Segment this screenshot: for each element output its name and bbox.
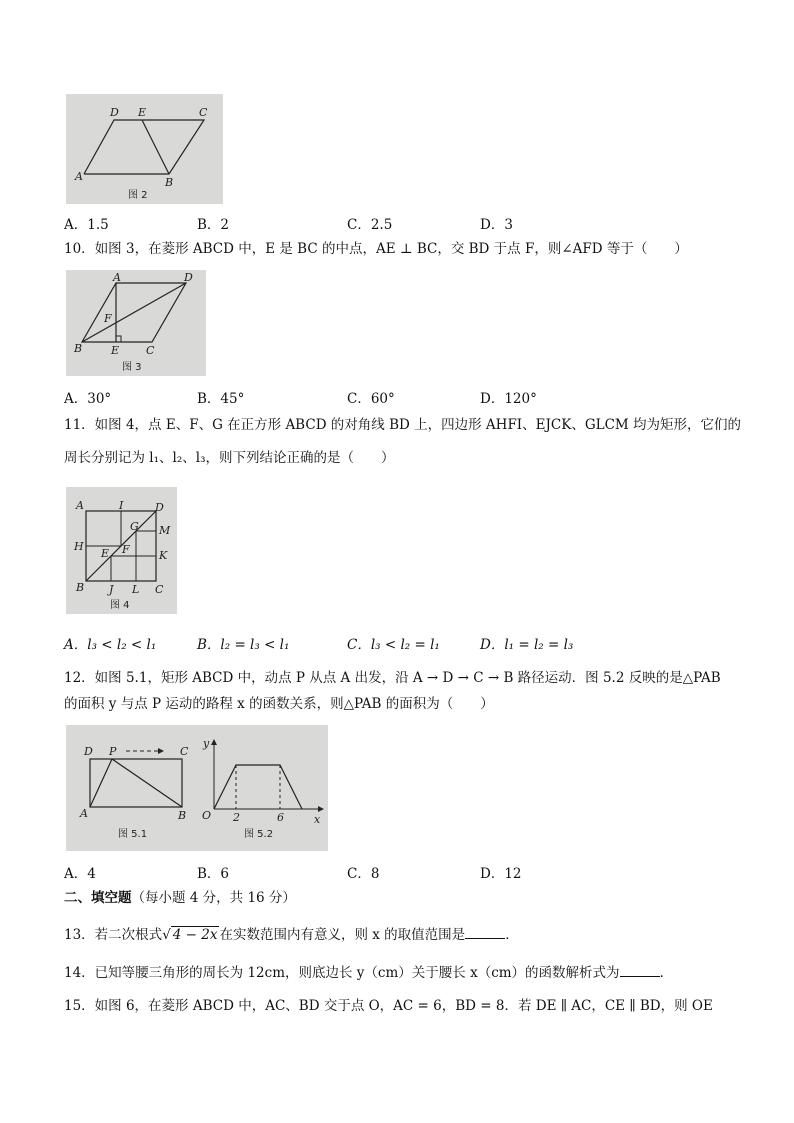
label-B: B (165, 176, 174, 189)
option-c: C．8 (347, 866, 380, 882)
option-b: B．2 (197, 217, 230, 233)
label-y: y (203, 737, 210, 750)
label-O: O (202, 809, 212, 822)
figure-2 (66, 94, 223, 204)
figure-caption-5-2: 图 5.2 (244, 829, 274, 840)
option-b: B．l₂ = l₃ < l₁ (197, 637, 290, 653)
option-a: A．1.5 (64, 217, 109, 233)
answer-blank[interactable] (620, 963, 660, 977)
label-P: P (109, 745, 117, 758)
tick-2: 2 (233, 811, 240, 824)
label-A: A (80, 807, 88, 820)
section-note: （每小题 4 分，共 16 分） (131, 890, 296, 906)
question-text: 如图 3，在菱形 ABCD 中，E 是 BC 的中点，AE ⊥ BC，交 BD 于点 F，则∠AFD 等于（ ） (94, 241, 688, 257)
label-J: J (109, 583, 114, 596)
label-F: F (122, 543, 130, 556)
figure-3 (66, 270, 206, 376)
label-D: D (110, 106, 119, 119)
label-A: A (75, 170, 83, 183)
option-b: B．6 (197, 866, 230, 882)
label-G: G (130, 520, 139, 533)
figure-4 (66, 487, 177, 614)
label-F: F (104, 312, 112, 325)
option-a: A．l₃ < l₂ < l₁ (64, 637, 157, 653)
question-14 (64, 963, 673, 982)
label-I: I (119, 499, 124, 512)
question-12-line-2: 的面积 y 与点 P 运动的路程 x 的函数关系，则△PAB 的面积为（ ） (64, 696, 494, 712)
option-d: D．3 (480, 217, 513, 233)
option-c: C．60° (347, 391, 395, 407)
question-10 (64, 240, 688, 258)
question-number: 10． (64, 241, 95, 257)
label-L: L (132, 583, 140, 596)
label-H: H (74, 540, 84, 553)
label-C: C (155, 583, 164, 596)
question-14-text: 14．已知等腰三角形的周长为 12cm，则底边长 y（cm）关于腰长 x（cm）的函数解析式为 (64, 965, 620, 981)
figure-5 (66, 725, 328, 851)
option-b: B．45° (197, 391, 245, 407)
label-D: D (184, 271, 193, 284)
section-heading (64, 889, 296, 907)
label-K: K (159, 549, 168, 562)
label-E: E (138, 106, 147, 119)
label-B: B (74, 342, 83, 355)
label-C: C (146, 344, 155, 357)
question-15: 15．如图 6，在菱形 ABCD 中，AC、BD 交于点 O，AC = 6，BD = 8．若 DE ∥ AC，CE ∥ BD，则 OE (64, 998, 713, 1014)
label-D: D (155, 501, 164, 514)
option-c: C．2.5 (347, 217, 393, 233)
question-12-line-1: 12．如图 5.1，矩形 ABCD 中，动点 P 从点 A 出发，沿 A → D → C → B 路径运动．图 5.2 反映的是△PAB (64, 670, 721, 686)
figure-caption: 图 4 (110, 600, 130, 611)
option-a: A．30° (64, 391, 112, 407)
label-A: A (76, 499, 84, 512)
option-d: D．l₁ = l₂ = l₃ (480, 637, 574, 653)
question-14-end: ． (659, 965, 674, 981)
label-D: D (84, 745, 93, 758)
tick-6: 6 (277, 811, 284, 824)
label-E: E (111, 344, 120, 357)
label-x: x (314, 813, 321, 826)
question-13: 13．若二次根式√ 4 − 2x 在实数范围内有意义，则 x 的取值范围是 ． (64, 927, 519, 943)
label-C: C (180, 745, 189, 758)
answer-blank[interactable] (465, 925, 505, 939)
label-B: B (76, 581, 85, 594)
label-A: A (113, 271, 121, 284)
figure-caption-5-1: 图 5.1 (118, 829, 148, 840)
question-11-line-2: 周长分别记为 l₁、l₂、l₃，则下列结论正确的是（ ） (64, 450, 395, 466)
label-B: B (178, 809, 187, 822)
label-C: C (199, 106, 208, 119)
question-11-line-1: 11．如图 4，点 E、F、G 在正方形 ABCD 的对角线 BD 上，四边形 AHFI、EJCK、GLCM 均为矩形，它们的 (64, 417, 742, 433)
label-E: E (101, 547, 110, 560)
option-d: D．12 (480, 866, 522, 882)
figure-caption: 图 2 (128, 190, 148, 201)
label-M: M (159, 524, 171, 537)
question-13-prefix: 13．若二次根式 (64, 927, 163, 943)
figure-caption: 图 3 (122, 362, 142, 373)
radicand: 4 − 2x (172, 927, 218, 943)
option-d: D．120° (480, 391, 537, 407)
question-13-end: ． (505, 927, 519, 943)
question-13-suffix: 在实数范围内有意义，则 x 的取值范围是 (219, 927, 466, 943)
section-title: 二、填空题 (64, 890, 132, 906)
option-a: A．4 (64, 866, 96, 882)
option-c: C．l₃ < l₂ = l₁ (347, 637, 440, 653)
